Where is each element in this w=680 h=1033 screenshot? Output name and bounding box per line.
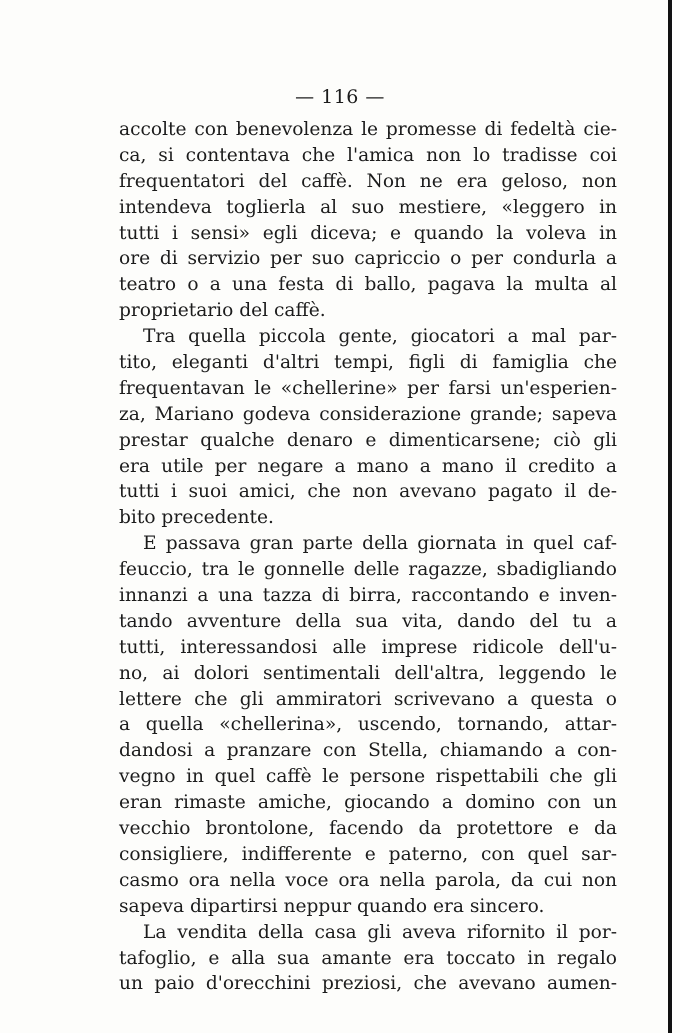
text-line: casmo ora nella voce ora nella parola, da cui non <box>119 869 617 891</box>
body-text <box>119 117 617 997</box>
text-line: Tra quella piccola gente, giocatori a mal par- <box>143 326 617 348</box>
text-line: bito precedente. <box>119 507 274 529</box>
text-line: consigliere, indifferente e paterno, con quel sar- <box>119 843 617 865</box>
text-line: prestar qualche denaro e dimenticarsene; ciò gli <box>119 429 617 451</box>
text-line: vegno in quel caffè le persone rispettabili che gli <box>119 766 617 788</box>
text-line: feuccio, tra le gonnelle delle ragazze, sbadigliando <box>119 559 617 581</box>
text-line: proprietario del caffè. <box>119 300 326 322</box>
text-line: tito, eleganti d'altri tempi, figli di famiglia che <box>119 352 617 374</box>
text-line: no, ai dolori sentimentali dell'altra, leggendo le <box>119 662 617 684</box>
text-line: La vendita della casa gli aveva rifornito il por- <box>143 921 617 943</box>
text-line: teatro o a una festa di ballo, pagava la multa al <box>119 274 617 296</box>
text-line: tafoglio, e alla sua amante era toccato in regalo <box>119 947 617 969</box>
page-edge-shadow <box>668 0 672 1033</box>
text-line: E passava gran parte della giornata in quel caf- <box>143 533 617 555</box>
text-line: un paio d'orecchini preziosi, che avevano aumen- <box>119 973 617 995</box>
page-number: — 116 — <box>295 86 385 108</box>
text-line: intendeva toglierla al suo mestiere, «leggero in <box>119 196 617 218</box>
text-line: frequentavan le «chellerine» per farsi un'esperien- <box>119 377 617 399</box>
text-line: era utile per negare a mano a mano il credito a <box>119 455 617 477</box>
text-line: vecchio brontolone, facendo da protettore e da <box>119 818 617 840</box>
text-line: accolte con benevolenza le promesse di fedeltà cie- <box>119 119 617 140</box>
text-line: tutti, interessandosi alle imprese ridicole dell'u- <box>119 636 617 658</box>
text-line: a quella «chellerina», uscendo, tornando, attar- <box>119 714 617 736</box>
text-line: tutti i suoi amici, che non avevano pagato il de- <box>119 481 617 503</box>
text-line: frequentatori del caffè. Non ne era geloso, non <box>119 170 617 192</box>
text-line: dandosi a pranzare con Stella, chiamando a con- <box>119 740 617 762</box>
text-line: ore di servizio per suo capriccio o per condurla a <box>119 248 617 270</box>
text-line: lettere che gli ammiratori scrivevano a questa o <box>119 688 617 710</box>
text-line: tando avventure della sua vita, dando del tu a <box>119 610 617 632</box>
text-line: za, Mariano godeva considerazione grande; sapeva <box>119 403 617 425</box>
text-line: sapeva dipartirsi neppur quando era sincero. <box>119 895 545 917</box>
text-line: eran rimaste amiche, giocando a domino con un <box>119 792 617 814</box>
text-line: innanzi a una tazza di birra, raccontando e inven- <box>119 585 617 607</box>
text-line: ca, si contentava che l'amica non lo tradisse coi <box>119 144 617 166</box>
text-line: tutti i sensi» egli diceva; e quando la voleva in <box>119 222 617 244</box>
